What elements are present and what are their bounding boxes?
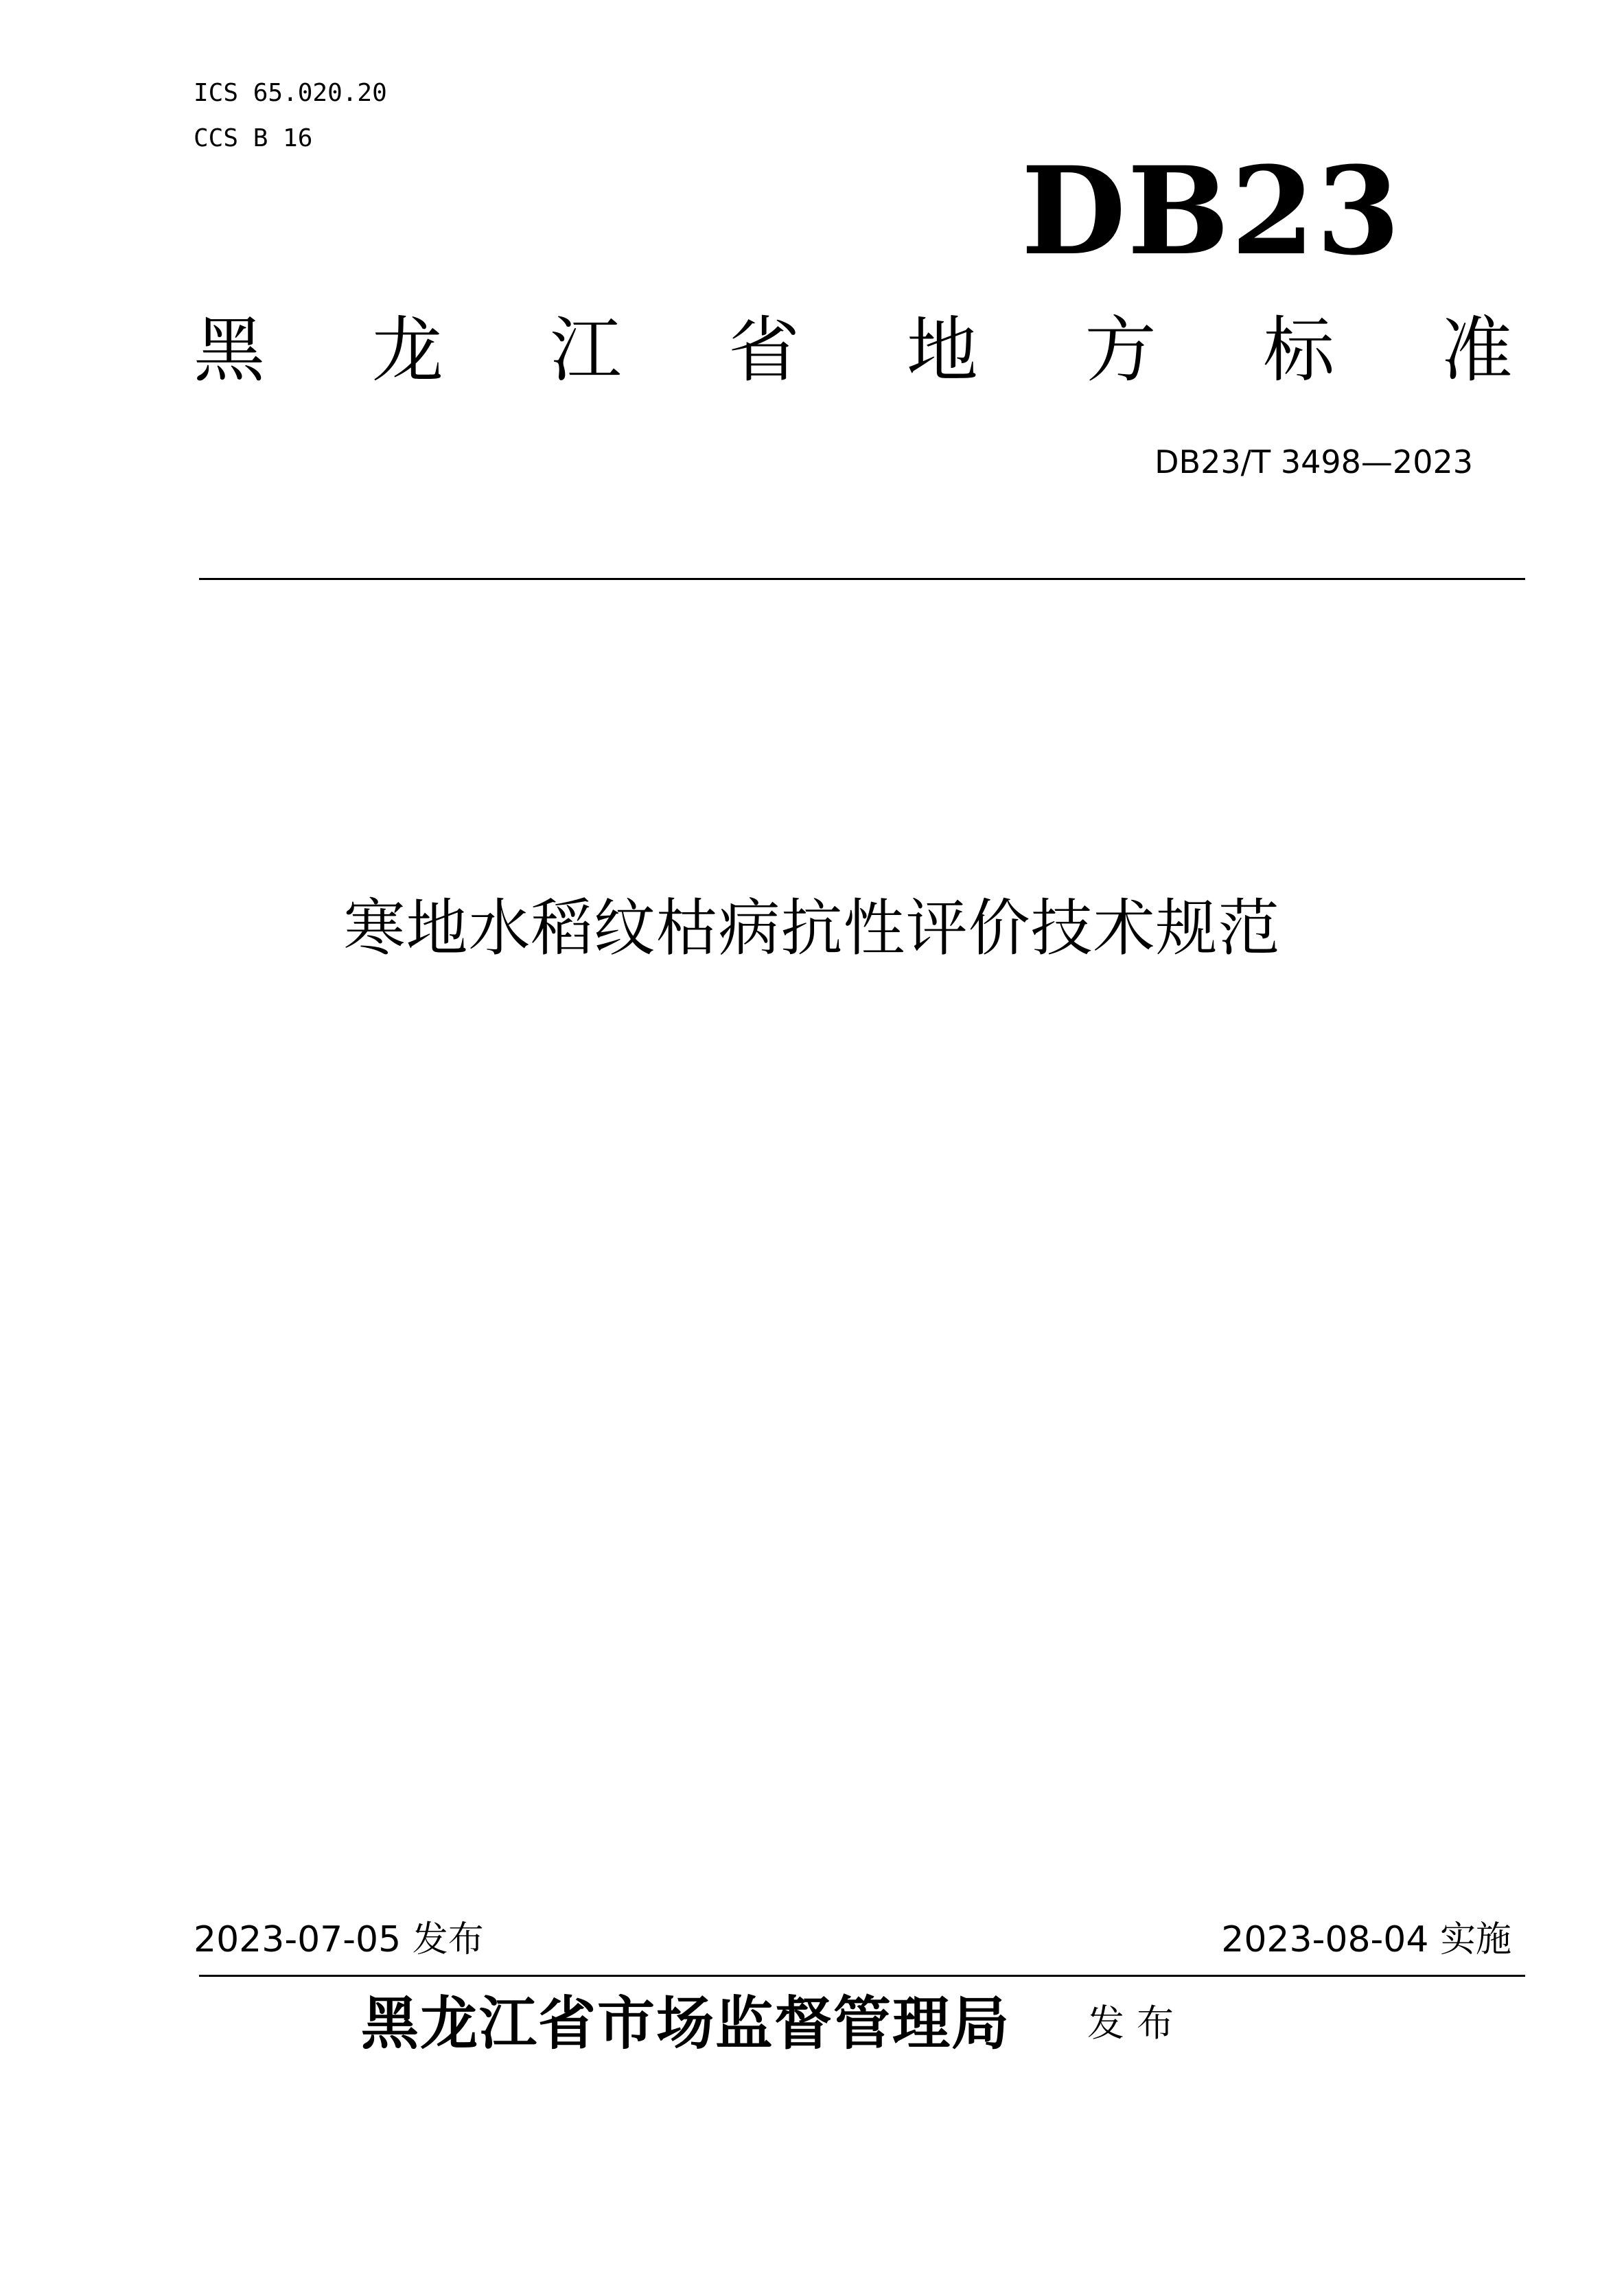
standard-number: DB23/T 3498—2023 [1155, 443, 1473, 480]
standard-type-char: 准 [1441, 308, 1513, 392]
issuer-suffix: 发布 [1087, 2002, 1187, 2045]
standard-type-char: 方 [1084, 308, 1157, 392]
db-logo: DB23 [1021, 140, 1402, 282]
standard-type-char: 龙 [371, 308, 443, 392]
standard-type-char: 地 [906, 308, 978, 392]
publish-date: 2023-07-05 发布 [194, 1919, 484, 1960]
standard-type-char: 省 [728, 308, 800, 392]
issuer-name: 黑龙江省市场监督管理局 [361, 1989, 1011, 2057]
effective-date: 2023-08-04 实施 [1221, 1919, 1511, 1960]
ics-code: ICS 65.020.20 [194, 79, 387, 107]
standard-type-heading [194, 309, 1513, 391]
standard-type-char: 江 [550, 308, 622, 392]
standard-type-char: 标 [1263, 308, 1335, 392]
top-divider [199, 578, 1525, 580]
issuer-line [361, 1989, 1186, 2058]
document-title: 寒地水稻纹枯病抗性评价技术规范 [343, 892, 1281, 964]
standard-type-char: 黑 [194, 308, 266, 392]
bottom-divider [199, 1975, 1525, 1977]
ccs-code: CCS B 16 [194, 124, 313, 152]
